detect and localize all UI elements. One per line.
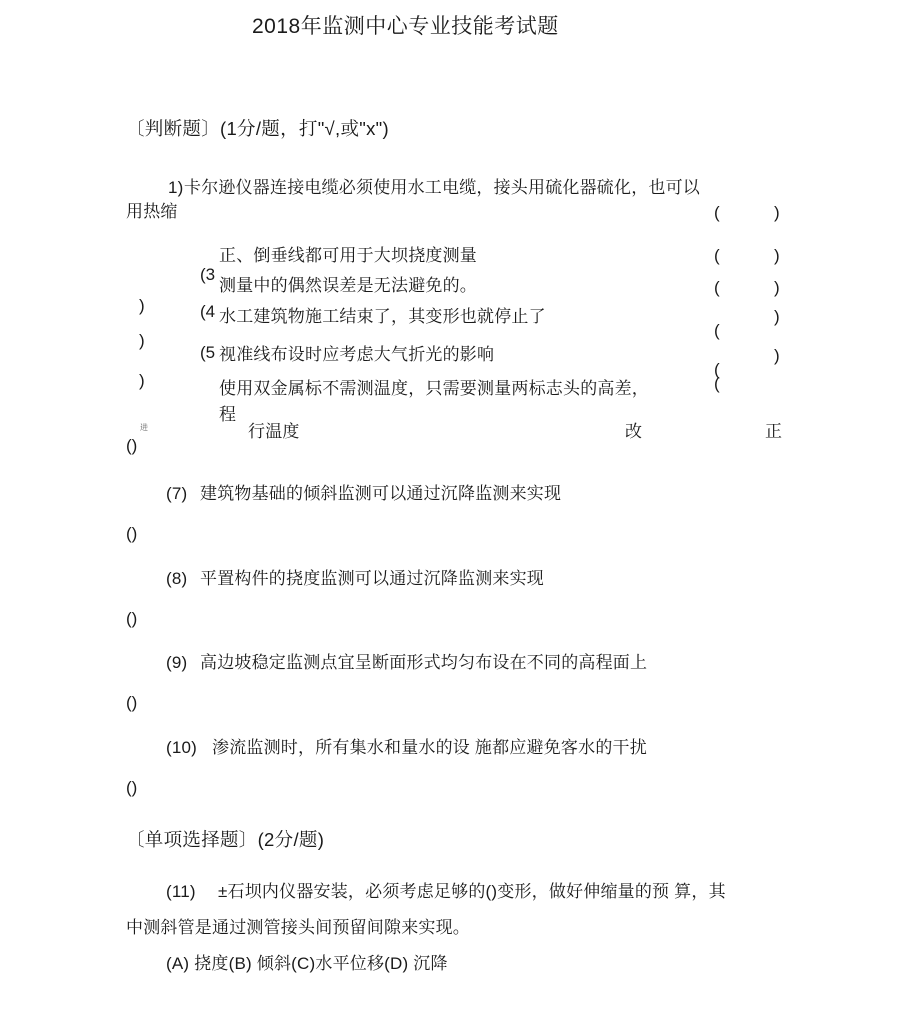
question-8-text: 平置构件的挠度监测可以通过沉降监测来实现 xyxy=(200,569,544,588)
answer-box-4-close: ) xyxy=(774,307,780,326)
answer-box-5-open: ( xyxy=(714,360,720,379)
question-1-line-1: 卡尔逊仪器连接电缆必须使用水工电缆，接头用硫化器硫化，也可以 xyxy=(184,178,700,197)
question-1-line-2: 用热缩 xyxy=(126,202,178,221)
stray-fragment-mark: 进 xyxy=(140,423,148,432)
question-8-answer: () xyxy=(126,609,138,628)
answer-box-3-open: ( xyxy=(714,278,720,297)
answer-box-1-open: ( xyxy=(714,203,720,222)
question-9-answer: () xyxy=(126,693,138,712)
question-4-text: 水工建筑物施工结束了，其变形也就停止了 xyxy=(219,307,546,326)
question-6-answer-paren: () xyxy=(126,436,138,455)
stray-word-gai: 改 xyxy=(625,422,643,441)
question-10-answer: () xyxy=(126,778,138,797)
question-10-number: (10) xyxy=(166,738,198,757)
question-3-number: (3 xyxy=(200,265,216,284)
question-7-text: 建筑物基础的倾斜监测可以通过沉降监测来实现 xyxy=(200,484,562,503)
section-heading-multiple-choice: 〔单项选择题〕(2分/题) xyxy=(126,829,325,850)
question-7-number: (7) xyxy=(166,484,188,503)
question-10-text: 渗流监测时，所有集水和量水的设 施都应避免客水的干扰 xyxy=(212,738,647,757)
question-11-number: (11) xyxy=(166,882,196,901)
answer-box-1-close: ) xyxy=(774,203,780,222)
question-1-number: 1) xyxy=(168,178,184,197)
question-6-line-1: 使用双金属标不需测温度，只需要测量两标志头的高差， xyxy=(219,379,649,398)
answer-box-2-close: ) xyxy=(774,246,780,265)
question-5-number: (5 xyxy=(200,343,216,362)
question-3-text: 测量中的偶然误差是无法避免的。 xyxy=(219,276,477,295)
answer-box-4-open: ( xyxy=(714,321,720,340)
question-5-text: 视准线布设时应考虑大气折光的影响 xyxy=(219,345,495,364)
question-6-line-2: 程 xyxy=(219,405,237,424)
question-8-number: (8) xyxy=(166,569,188,588)
answer-box-5-close: ) xyxy=(774,346,780,365)
question-11-options: (A) 挠度(B) 倾斜(C)水平位移(D) 沉降 xyxy=(166,954,448,973)
question-9-number: (9) xyxy=(166,653,188,672)
question-9-text: 高边坡稳定监测点宜呈断面形式均匀布设在不同的高程面上 xyxy=(200,653,648,672)
question-11-line-1: ±石坝内仪器安装，必须考虑足够的()变形，做好伸缩量的预 算，其 xyxy=(218,882,726,901)
question-2-text: 正、倒垂线都可用于大坝挠度测量 xyxy=(219,246,477,265)
question-11-line-2: 中测斜管是通过测管接头间预留间隙来实现。 xyxy=(126,918,470,937)
section-heading-true-false: 〔判断题〕(1分/题，打"√,或"x") xyxy=(126,118,389,139)
answer-box-2-open: ( xyxy=(714,246,720,265)
page-title: 2018年监测中心专业技能考试题 xyxy=(252,15,559,38)
question-5-stray-paren: ) xyxy=(139,371,145,390)
question-4-stray-paren: ) xyxy=(139,331,145,350)
question-3-stray-paren: ) xyxy=(139,296,145,315)
question-7-answer: () xyxy=(126,524,138,543)
stray-word-zheng: 正 xyxy=(765,422,783,441)
answer-box-3-close: ) xyxy=(774,278,780,297)
question-4-number: (4 xyxy=(200,302,216,321)
answer-box-6-open: ( xyxy=(714,374,720,393)
stray-word-xingwendu: 行温度 xyxy=(248,422,300,441)
